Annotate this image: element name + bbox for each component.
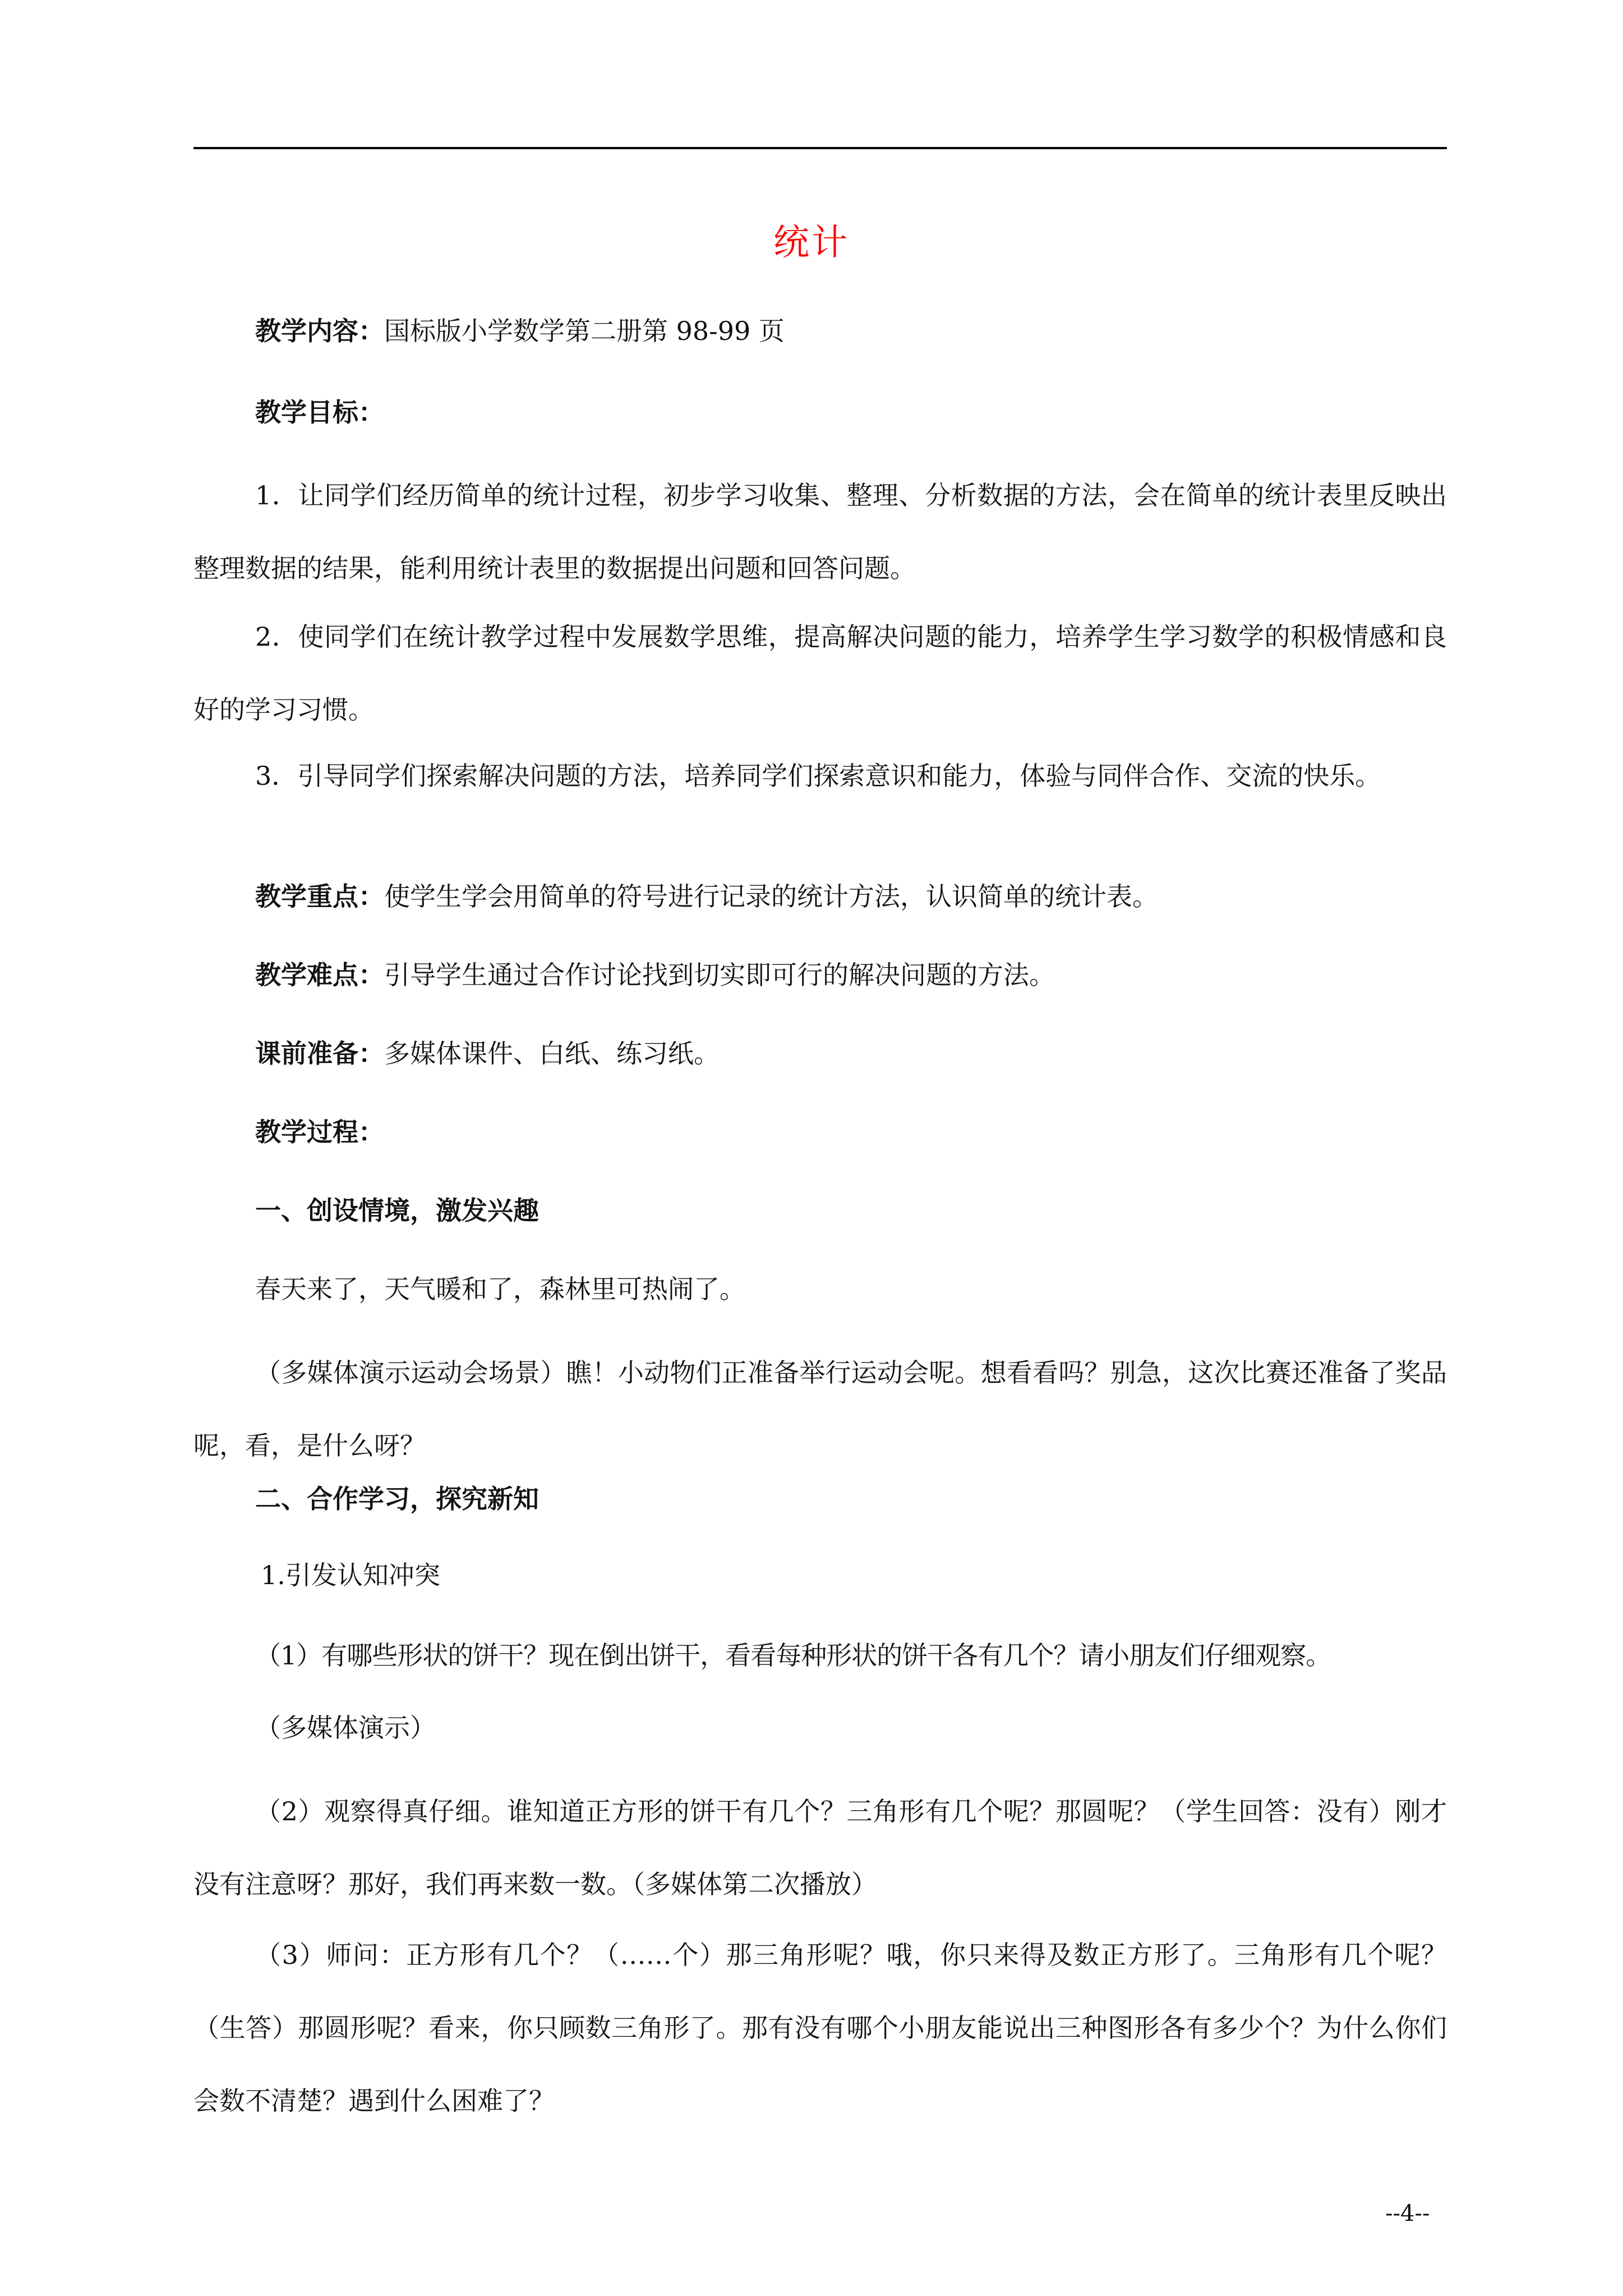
preparation-line — [255, 1036, 720, 1071]
key-point-line — [255, 878, 1158, 914]
section-2-paragraph-2: （多媒体演示） — [255, 1713, 436, 1743]
section-2-item-1: 1.引发认知冲突 — [261, 1560, 440, 1590]
header-rule — [193, 147, 1447, 149]
goal-2: 2．使同学们在统计教学过程中发展数学思维，提高解决问题的能力，培养学生学习数学的积极情感和良好的学习习惯。 — [193, 622, 1447, 725]
section-2-heading: 二、合作学习，探究新知 — [255, 1484, 539, 1514]
difficult-point-line — [255, 957, 1055, 993]
content-label: 教学内容： — [255, 316, 384, 346]
preparation-label: 课前准备： — [255, 1038, 384, 1069]
process-heading: 教学过程： — [255, 1117, 384, 1147]
goal-3: 3．引导同学们探索解决问题的方法，培养同学们探索意识和能力，体验与同伴合作、交流的快乐。 — [255, 761, 1381, 791]
section-1-heading: 一、创设情境，激发兴趣 — [255, 1195, 539, 1226]
difficult-point-text: 引导学生通过合作讨论找到切实即可行的解决问题的方法。 — [384, 960, 1055, 990]
section-1-paragraph-2: （多媒体演示运动会场景）瞧！小动物们正准备举行运动会呢。想看看吗？别急，这次比赛还准备了奖品呢，看，是什么呀？ — [193, 1358, 1447, 1461]
page-number: --4-- — [1385, 2201, 1430, 2226]
goals-heading: 教学目标： — [255, 397, 384, 427]
content-text: 国标版小学数学第二册第 98-99 页 — [384, 316, 785, 346]
section-2-paragraph-3: （2）观察得真仔细。谁知道正方形的饼干有几个？三角形有几个呢？那圆呢？（学生回答：没有）刚才没有注意呀？那好，我们再来数一数。（多媒体第二次播放） — [193, 1796, 1447, 1899]
content-line — [255, 313, 785, 349]
document-title: 统计 — [773, 222, 850, 264]
key-point-text: 使学生学会用简单的符号进行记录的统计方法，认识简单的统计表。 — [384, 881, 1158, 912]
section-2-paragraph-1: （1）有哪些形状的饼干？现在倒出饼干，看看每种形状的饼干各有几个？请小朋友们仔细观察。 — [255, 1640, 1331, 1671]
preparation-text: 多媒体课件、白纸、练习纸。 — [384, 1038, 720, 1069]
key-point-label: 教学重点： — [255, 881, 384, 912]
section-1-paragraph-1: 春天来了，天气暖和了，森林里可热闹了。 — [255, 1274, 745, 1304]
goal-1: 1．让同学们经历简单的统计过程，初步学习收集、整理、分析数据的方法，会在简单的统计表里反映出整理数据的结果，能利用统计表里的数据提出问题和回答问题。 — [193, 480, 1447, 583]
difficult-point-label: 教学难点： — [255, 960, 384, 990]
section-2-paragraph-4: （3）师问：正方形有几个？（……个）那三角形呢？哦，你只来得及数正方形了。三角形有几个呢？（生答）那圆形呢？看来，你只顾数三角形了。那有没有哪个小朋友能说出三种图形各有多少个？为什么你们会数不清楚？遇到什么困难了？ — [193, 1940, 1447, 2116]
